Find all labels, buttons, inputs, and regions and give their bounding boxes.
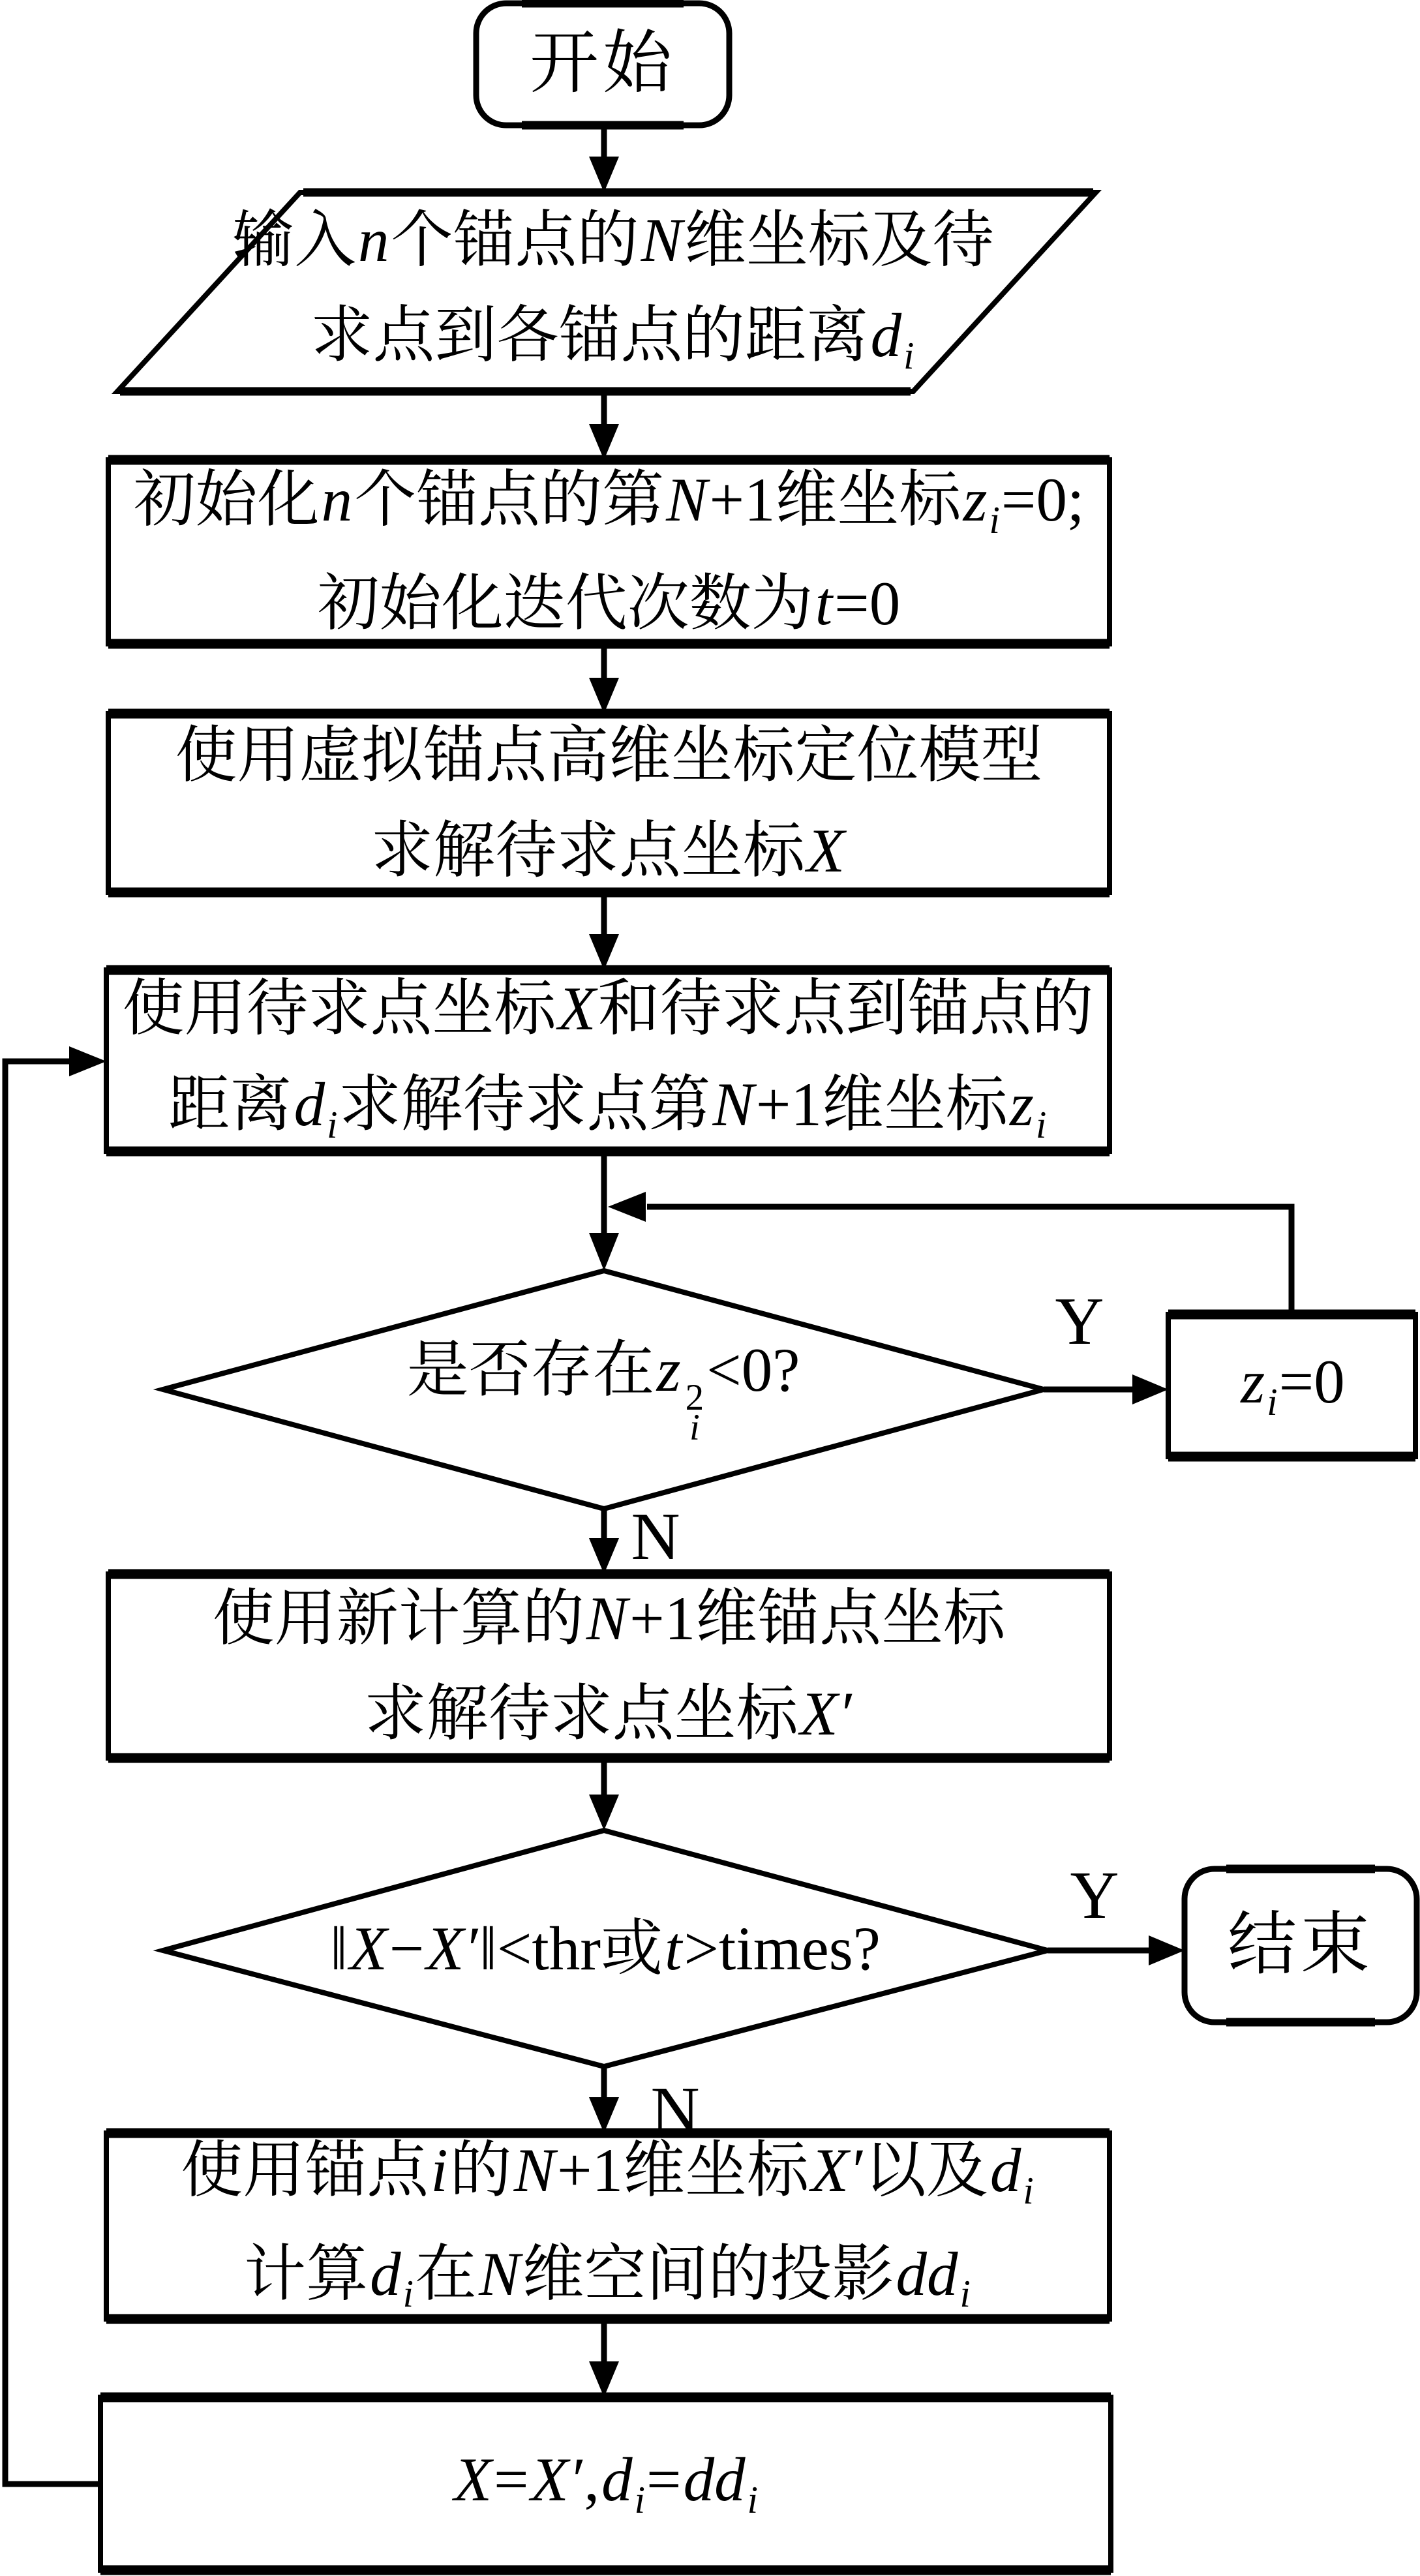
- start-terminator: [476, 3, 729, 125]
- edge-assign-feedback: [5, 1061, 100, 2484]
- arrowhead-start-input: [589, 157, 619, 192]
- set-zero-label: zi=0: [1241, 1346, 1345, 1423]
- end-label: 结束: [1228, 1907, 1374, 1984]
- assign-label: X=X′,di=ddi: [454, 2445, 758, 2522]
- input-label-line2: 求点到各锚点的距离di: [310, 301, 914, 378]
- check-z-no-label: N: [631, 1498, 680, 1574]
- model-process-node: [108, 714, 1110, 892]
- check-z-yes-label: Y: [1055, 1283, 1104, 1359]
- arrowhead-init-model: [589, 678, 619, 714]
- solve-z-label-line2: 距离di求解待求点第N+1维坐标zi: [168, 1069, 1047, 1146]
- check-conv-label: ‖X−X′‖<thr或t>times?: [330, 1913, 881, 1983]
- check-z-label: 是否存在z 2 i <0?: [406, 1335, 800, 1449]
- arrowhead-set-zero-feedback: [608, 1192, 646, 1222]
- model-label-line2: 求解待求点坐标X: [370, 816, 845, 885]
- new-coord-process-node: [108, 1574, 1110, 1758]
- check-z-decision-node: [163, 1271, 1044, 1509]
- init-label-line1: 初始化n个锚点的第N+1维坐标zi=0;: [133, 465, 1085, 542]
- arrowhead-assign-feedback: [69, 1046, 106, 1076]
- input-label-line1: 输入n个锚点的N维坐标及待: [232, 205, 994, 275]
- init-label-line2: 初始化迭代次数为t=0: [317, 569, 901, 639]
- start-label: 开始: [530, 25, 676, 102]
- new-coord-label-line2: 求解待求点坐标X′: [364, 1679, 852, 1748]
- arrowhead-check-z-yes: [1132, 1374, 1168, 1404]
- model-label-line1: 使用虚拟锚点高维坐标定位模型: [175, 720, 1043, 790]
- check-conv-no-label: N: [650, 2072, 700, 2148]
- input-io-node: [163, 192, 1063, 391]
- assign-process-node: [100, 2397, 1111, 2570]
- check-conv-yes-label: Y: [1070, 1857, 1119, 1933]
- check-conv-decision-node: [163, 1830, 1048, 2067]
- arrowhead-solve-z-check-z: [589, 1233, 619, 1271]
- arrowhead-new-coord-check-conv: [589, 1795, 619, 1830]
- end-terminator: [1185, 1869, 1417, 2022]
- init-process-node: [108, 460, 1110, 644]
- project-label-line2: 计算di在N维空间的投影ddi: [244, 2239, 971, 2316]
- arrowhead-model-solve-z: [589, 934, 619, 970]
- project-label-line1: 使用锚点i的N+1维坐标X′以及di: [181, 2135, 1034, 2212]
- arrowhead-check-z-no: [589, 1538, 619, 1574]
- arrowhead-input-init: [589, 424, 619, 460]
- solve-z-label-line1: 使用待求点坐标X和待求点到锚点的: [122, 974, 1094, 1044]
- solve-z-process-node: [106, 970, 1110, 1151]
- arrowhead-check-conv-yes: [1149, 1935, 1185, 1965]
- project-process-node: [106, 2133, 1110, 2319]
- arrowhead-project-assign: [589, 2361, 619, 2397]
- new-coord-label-line1: 使用新计算的N+1维锚点坐标: [212, 1583, 1006, 1653]
- set-zero-process-node: [1168, 1314, 1415, 1457]
- arrowhead-check-conv-no: [589, 2097, 619, 2133]
